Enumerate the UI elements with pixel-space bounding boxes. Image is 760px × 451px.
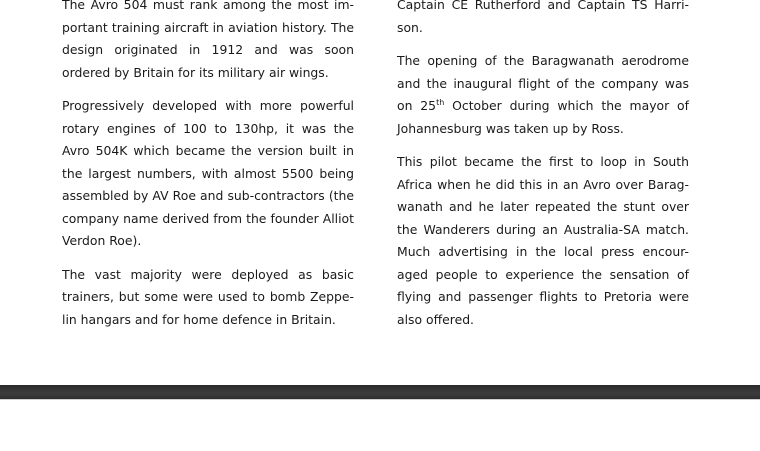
paragraph-deployment: The vast majority were deployed as basic trainers, but some were used to bomb Zeppe-lin hangars and for home defence in Britain.	[62, 266, 354, 327]
aerodrome-text-end: October during which the mayor of Johannesburg was taken up by Ross.	[397, 98, 689, 136]
left-text-column	[62, 0, 354, 331]
paragraph-loop-pilot: This pilot became the first to loop in South Africa when he did this in an Avro over Barag-wanath and he later repeated the stunt over the Wanderers during an Australia-SA match. Much advertising in the local press encour-aged people to experience the sensation of flying and passenger flights to Pretoria were also offered.	[397, 154, 689, 327]
ordinal-suffix: th	[436, 97, 445, 107]
right-text-column	[397, 0, 689, 331]
paragraph-avro-history: The Avro 504 must rank among the most im-portant training aircraft in aviation history. The design originated in 1912 and was soon ordered by Britain for its military air wings.	[62, 0, 354, 80]
paragraph-captains: Captain CE Rutherford and Captain TS Harri-son.	[397, 0, 689, 35]
paragraph-aerodrome-opening	[397, 50, 689, 140]
page-separator-bar	[0, 385, 760, 399]
next-page-top	[0, 399, 760, 451]
aerodrome-text-start: The opening of the Baragwanath aerodrome and the inaugural flight of the company was on 25	[397, 53, 689, 113]
paragraph-avro-504k: Progressively developed with more powerful rotary engines of 100 to 130hp, it was the Avro 504K which became the version built in the largest numbers, with almost 5500 being assembled by AV Roe and sub-contractors (the company name derived from the founder Alliot Verdon Roe).	[62, 98, 354, 248]
